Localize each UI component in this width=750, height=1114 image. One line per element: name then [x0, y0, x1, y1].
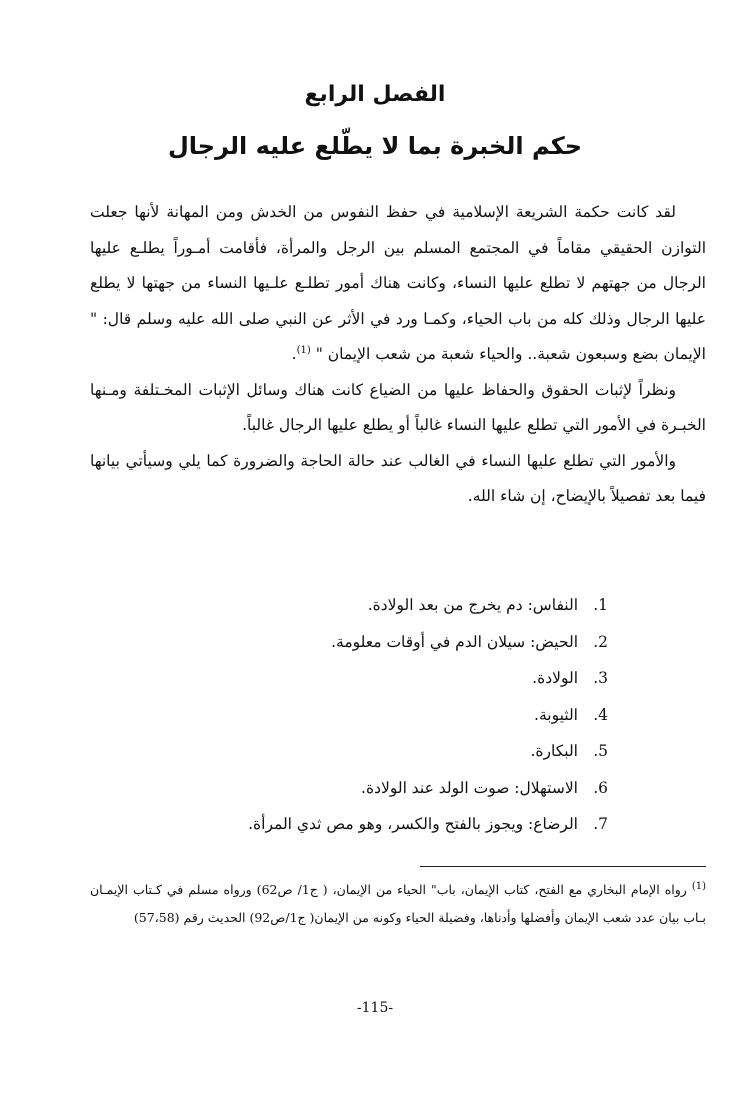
list-item	[180, 697, 608, 734]
list-text: الاستهلال: صوت الولد عند الولادة.	[361, 778, 578, 797]
body-text	[90, 195, 706, 515]
list-item	[180, 733, 608, 770]
list-text: الحيض: سيلان الدم في أوقات معلومة.	[331, 632, 578, 651]
list-number: 4.	[593, 705, 608, 724]
list-number: 3.	[593, 669, 608, 687]
paragraph	[90, 195, 706, 373]
paragraph-text: ونظراً لإثبات الحقوق والحفاظ عليها من الضياع كانت هناك وسائل الإثبات المخـتلفة ومـنها الخبـرة في الأمور التي تطلع عليها النساء غالباً أو يطلع عليها الرجال غالباً.	[90, 380, 706, 434]
page-number: -115-	[356, 1000, 394, 1016]
paragraph	[90, 373, 706, 444]
chapter-heading: الفصل الرابع	[304, 82, 446, 107]
list-text: الرضاع: ويجوز بالفتح والكسر، وهو مص ثدي المرأة.	[248, 815, 578, 833]
list-text: الثيوبة.	[534, 705, 578, 724]
paragraph-text: والأمور التي تطلع عليها النساء في الغالب عند حالة الحاجة والضرورة كما يلي وسيأتي بيانها فيما بعد تفصيلاً بالإيضاح، إن شاء الله.	[90, 451, 706, 505]
list-text: النفاس: دم يخرج من بعد الولادة.	[367, 596, 578, 614]
paragraph-end: .	[291, 345, 297, 363]
list-number: 6.	[593, 778, 608, 797]
footnote-text: رواه الإمام البخاري مع الفتح، كتاب الإيمان، باب" الحياء من الإيمان، ( ج1/ ص62) ورواه مسلم في كـتاب الإيمـان بـاب بيان عدد شعب الإيمان وأفضلها وأدناها، وفضيلة الحياء وكونه من الإيمان( ج1/ص92) الحديث رقم (57،58)	[90, 882, 706, 925]
paragraph	[90, 444, 706, 515]
list-number: 7.	[593, 815, 608, 833]
list-number: 5.	[593, 742, 608, 760]
list-item	[180, 587, 608, 624]
numbered-list	[180, 587, 608, 843]
footnote-divider	[420, 866, 706, 867]
list-item	[180, 624, 608, 661]
footnote-reference: (1)	[296, 344, 311, 356]
list-item	[180, 660, 608, 697]
list-number: 1.	[593, 596, 608, 614]
list-text: البكارة.	[530, 742, 578, 760]
footnote	[90, 876, 706, 932]
list-item	[180, 770, 608, 807]
list-number: 2.	[593, 632, 608, 651]
footnote-marker: (1)	[691, 880, 706, 892]
chapter-title: حكم الخبرة بما لا يطّلع عليه الرجال	[167, 132, 583, 160]
paragraph-text: لقد كانت حكمة الشريعة الإسلامية في حفظ النفوس من الخدش ومن المهانة لأنها جعلت التوازن الحقيقي مقاماً في المجتمع المسلم بين الرجل والمرأة، فأقامت أمـوراً يطلـع عليها الرجال من جهتهم لا تطلع عليها النساء، وكانت هناك أمور تطلـع علـيها النساء من جهتها لا يطلع عليها الرجال وذلك كله من باب الحياء، وكمـا ورد في الأثر عن النبي صلى الله عليه وسلم قال: " الإيمان بضع وسبعون شعبة.. والحياء شعبة من شعب الإيمان "	[90, 203, 706, 363]
list-text: الولادة.	[532, 669, 578, 687]
list-item	[180, 806, 608, 843]
